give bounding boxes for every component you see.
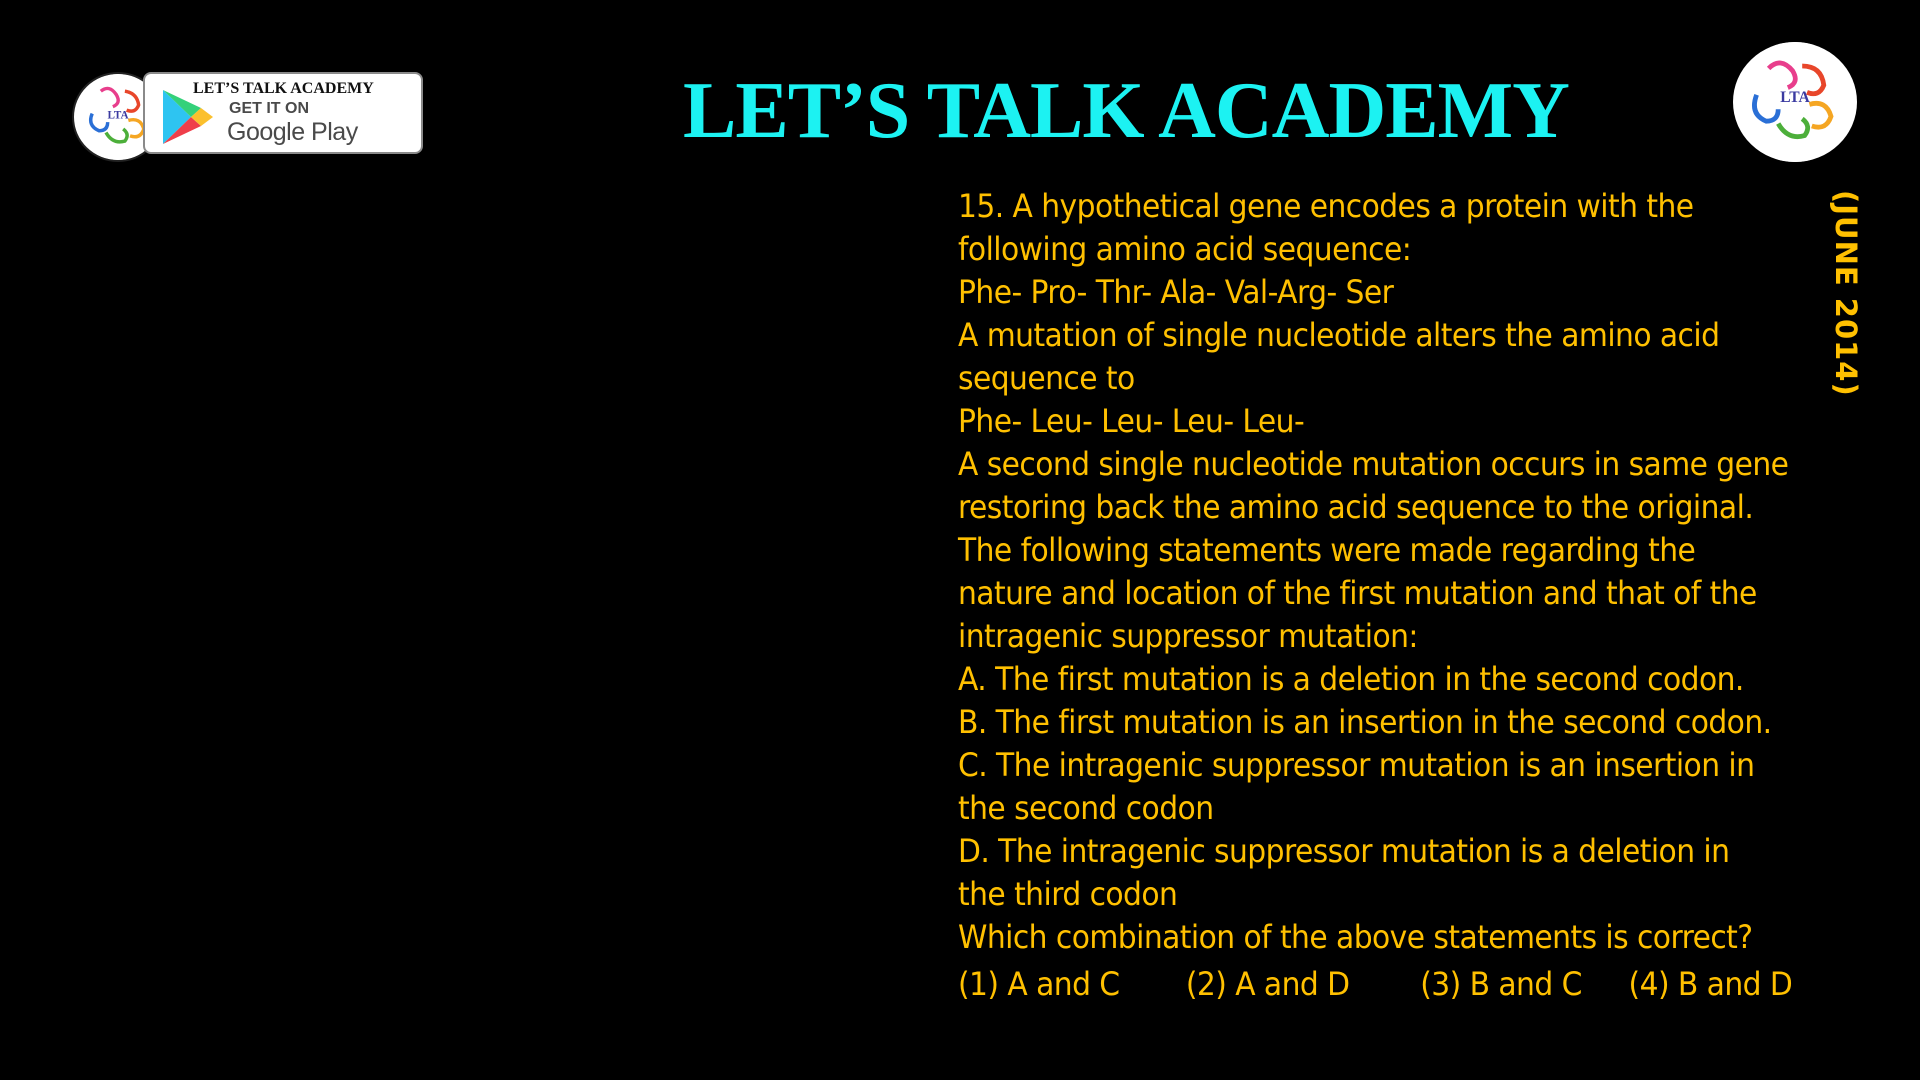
option-4[interactable]: (4) B and D: [1628, 965, 1793, 1003]
original-sequence: Phe- Pro- Thr- Ala- Val-Arg- Ser: [958, 273, 1394, 311]
page-title-text: LET’S TALK ACADEMY: [683, 67, 1569, 155]
protein-ribbon-icon: [1733, 42, 1857, 162]
question-prompt: Which combination of the above statements is correct?: [958, 918, 1753, 956]
question-line: sequence to: [958, 359, 1135, 397]
badge-academy-name: LET’S TALK ACADEMY: [193, 80, 374, 97]
statement-b: B. The first mutation is an insertion in the second codon.: [958, 703, 1772, 741]
question-line: The following statements were made regarding the: [958, 531, 1696, 569]
question-line: intragenic suppressor mutation:: [958, 617, 1418, 655]
svg-text:LTA: LTA: [107, 109, 129, 122]
statement-c: C. The intragenic suppressor mutation is an insertion in: [958, 746, 1755, 784]
mutated-sequence: Phe- Leu- Leu- Leu- Leu-: [958, 402, 1305, 440]
question-line: following amino acid sequence:: [958, 230, 1412, 268]
question-line: 15. A hypothetical gene encodes a protein with the: [958, 187, 1694, 225]
answer-options: [958, 963, 1814, 1006]
exam-year-tag: (JUNE 2014): [1829, 190, 1863, 397]
statement-d: D. The intragenic suppressor mutation is a deletion in: [958, 832, 1730, 870]
academy-logo-right: [1733, 42, 1857, 162]
badge-store-name: Google Play: [227, 118, 358, 146]
question-line: restoring back the amino acid sequence to the original.: [958, 488, 1754, 526]
question-block: [958, 185, 1814, 1006]
google-play-icon: [161, 88, 215, 146]
option-2[interactable]: (2) A and D: [1185, 965, 1350, 1003]
option-3[interactable]: (3) B and C: [1420, 965, 1582, 1003]
question-line: nature and location of the first mutation and that of the: [958, 574, 1757, 612]
svg-text:LTA: LTA: [1780, 89, 1810, 106]
option-1[interactable]: (1) A and C: [958, 965, 1120, 1003]
question-line: A second single nucleotide mutation occurs in same gene: [958, 445, 1789, 483]
google-play-badge[interactable]: [143, 72, 423, 154]
question-line: A mutation of single nucleotide alters the amino acid: [958, 316, 1720, 354]
statement-c-cont: the second codon: [958, 789, 1214, 827]
badge-get-it-on: GET IT ON: [229, 100, 309, 117]
statement-a: A. The first mutation is a deletion in the second codon.: [958, 660, 1744, 698]
statement-d-cont: the third codon: [958, 875, 1178, 913]
